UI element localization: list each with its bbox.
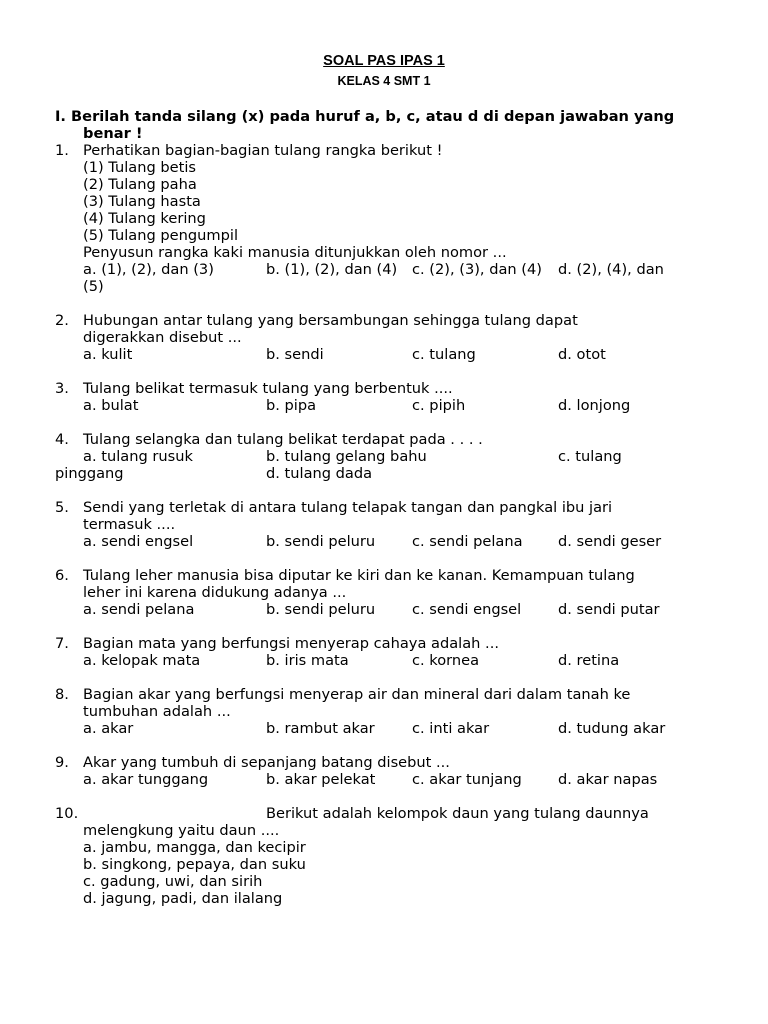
list-item: (3) Tulang hasta bbox=[83, 193, 201, 210]
page-subtitle: KELAS 4 SMT 1 bbox=[337, 74, 431, 88]
question-text: termasuk .... bbox=[83, 516, 176, 533]
option-row bbox=[83, 771, 695, 788]
option-a: a. (1), (2), dan (3) bbox=[83, 261, 214, 278]
question-text: Tulang leher manusia bisa diputar ke kiri dan ke kanan. Kemampuan tulang bbox=[83, 567, 635, 584]
option-c: c. sendi pelana bbox=[412, 533, 523, 550]
option-wrap: pinggang bbox=[55, 465, 124, 482]
question-stem: Penyusun rangka kaki manusia ditunjukkan oleh nomor ... bbox=[83, 244, 507, 261]
option-row bbox=[83, 652, 695, 669]
question-8 bbox=[55, 686, 695, 737]
question-2 bbox=[55, 312, 695, 363]
option-a: a. sendi engsel bbox=[83, 533, 194, 550]
option-b: b. rambut akar bbox=[266, 720, 375, 737]
question-5 bbox=[55, 499, 695, 550]
option-c: c. gadung, uwi, dan sirih bbox=[83, 873, 263, 890]
question-number: 7. bbox=[55, 635, 69, 652]
option-c: c. (2), (3), dan (4) bbox=[412, 261, 542, 278]
option-row bbox=[83, 448, 695, 465]
option-c: c. akar tunjang bbox=[412, 771, 522, 788]
question-text: Perhatikan bagian-bagian tulang rangka berikut ! bbox=[83, 142, 443, 159]
question-text: digerakkan disebut ... bbox=[83, 329, 242, 346]
question-text-row bbox=[83, 805, 695, 822]
question-number: 3. bbox=[55, 380, 69, 397]
option-row bbox=[83, 601, 695, 618]
option-b: b. pipa bbox=[266, 397, 317, 414]
option-d: d. sendi geser bbox=[558, 533, 662, 550]
question-number: 4. bbox=[55, 431, 69, 448]
list-item: (4) Tulang kering bbox=[83, 210, 206, 227]
question-text: Tulang selangka dan tulang belikat terdapat pada . . . . bbox=[83, 431, 483, 448]
option-row bbox=[83, 397, 695, 414]
option-row bbox=[83, 533, 695, 550]
option-c: c. sendi engsel bbox=[412, 601, 522, 618]
option-d: d. tulang dada bbox=[266, 465, 373, 482]
option-a: a. jambu, mangga, dan kecipir bbox=[83, 839, 306, 856]
option-b: b. singkong, pepaya, dan suku bbox=[83, 856, 306, 873]
question-number: 6. bbox=[55, 567, 69, 584]
option-d: d. lonjong bbox=[558, 397, 631, 414]
question-7 bbox=[55, 635, 695, 669]
option-wrap: (5) bbox=[83, 278, 104, 295]
option-c: c. inti akar bbox=[412, 720, 490, 737]
question-3 bbox=[55, 380, 695, 414]
question-4 bbox=[55, 431, 695, 482]
question-text: tumbuhan adalah ... bbox=[83, 703, 231, 720]
option-b: b. tulang gelang bahu bbox=[266, 448, 427, 465]
question-text: Hubungan antar tulang yang bersambungan sehingga tulang dapat bbox=[83, 312, 578, 329]
instruction-text: I. Berilah tanda silang (x) pada huruf a, b, c, atau d di depan jawaban yang benar ! bbox=[55, 108, 675, 142]
question-9 bbox=[55, 754, 695, 788]
option-row bbox=[83, 346, 695, 363]
option-b: b. akar pelekat bbox=[266, 771, 376, 788]
option-a: a. akar bbox=[83, 720, 134, 737]
option-b: b. sendi peluru bbox=[266, 601, 376, 618]
question-number: 5. bbox=[55, 499, 69, 516]
question-number: 8. bbox=[55, 686, 69, 703]
option-row bbox=[83, 720, 695, 737]
question-text: Akar yang tumbuh di sepanjang batang disebut ... bbox=[83, 754, 450, 771]
question-10 bbox=[55, 805, 695, 907]
list-item: (1) Tulang betis bbox=[83, 159, 197, 176]
option-b: b. (1), (2), dan (4) bbox=[266, 261, 398, 278]
option-d: d. retina bbox=[558, 652, 620, 669]
question-section bbox=[55, 108, 695, 907]
question-number: 9. bbox=[55, 754, 69, 771]
option-b: b. sendi bbox=[266, 346, 324, 363]
question-text: leher ini karena didukung adanya ... bbox=[83, 584, 347, 601]
option-b: b. sendi peluru bbox=[266, 533, 376, 550]
question-text: Bagian akar yang berfungsi menyerap air dan mineral dari dalam tanah ke bbox=[83, 686, 631, 703]
option-d: d. tudung akar bbox=[558, 720, 666, 737]
option-c: c. tulang bbox=[412, 346, 476, 363]
option-d: d. sendi putar bbox=[558, 601, 660, 618]
option-a: a. kelopak mata bbox=[83, 652, 201, 669]
option-row bbox=[55, 465, 695, 482]
option-a: a. sendi pelana bbox=[83, 601, 195, 618]
question-text: melengkung yaitu daun .... bbox=[83, 822, 280, 839]
question-text: Tulang belikat termasuk tulang yang berbentuk .... bbox=[83, 380, 453, 397]
question-text: Bagian mata yang berfungsi menyerap cahaya adalah ... bbox=[83, 635, 499, 652]
option-c: c. kornea bbox=[412, 652, 480, 669]
question-1 bbox=[55, 142, 695, 295]
question-number: 10. bbox=[55, 805, 79, 822]
list-item: (2) Tulang paha bbox=[83, 176, 197, 193]
option-c: c. pipih bbox=[412, 397, 466, 414]
option-d: d. jagung, padi, dan ilalang bbox=[83, 890, 283, 907]
option-row bbox=[83, 261, 695, 278]
page-title: SOAL PAS IPAS 1 bbox=[323, 53, 445, 69]
question-text: Berikut adalah kelompok daun yang tulang daunnya bbox=[266, 805, 649, 822]
option-d: d. akar napas bbox=[558, 771, 658, 788]
option-b: b. iris mata bbox=[266, 652, 349, 669]
question-6 bbox=[55, 567, 695, 618]
question-number: 2. bbox=[55, 312, 69, 329]
option-d: d. (2), (4), dan bbox=[558, 261, 664, 278]
list-item: (5) Tulang pengumpil bbox=[83, 227, 239, 244]
option-a: a. tulang rusuk bbox=[83, 448, 193, 465]
option-a: a. kulit bbox=[83, 346, 133, 363]
option-c: c. tulang bbox=[558, 448, 622, 465]
question-text: Sendi yang terletak di antara tulang telapak tangan dan pangkal ibu jari bbox=[83, 499, 613, 516]
option-d: d. otot bbox=[558, 346, 606, 363]
option-a: a. bulat bbox=[83, 397, 139, 414]
option-a: a. akar tunggang bbox=[83, 771, 209, 788]
question-number: 1. bbox=[55, 142, 69, 159]
